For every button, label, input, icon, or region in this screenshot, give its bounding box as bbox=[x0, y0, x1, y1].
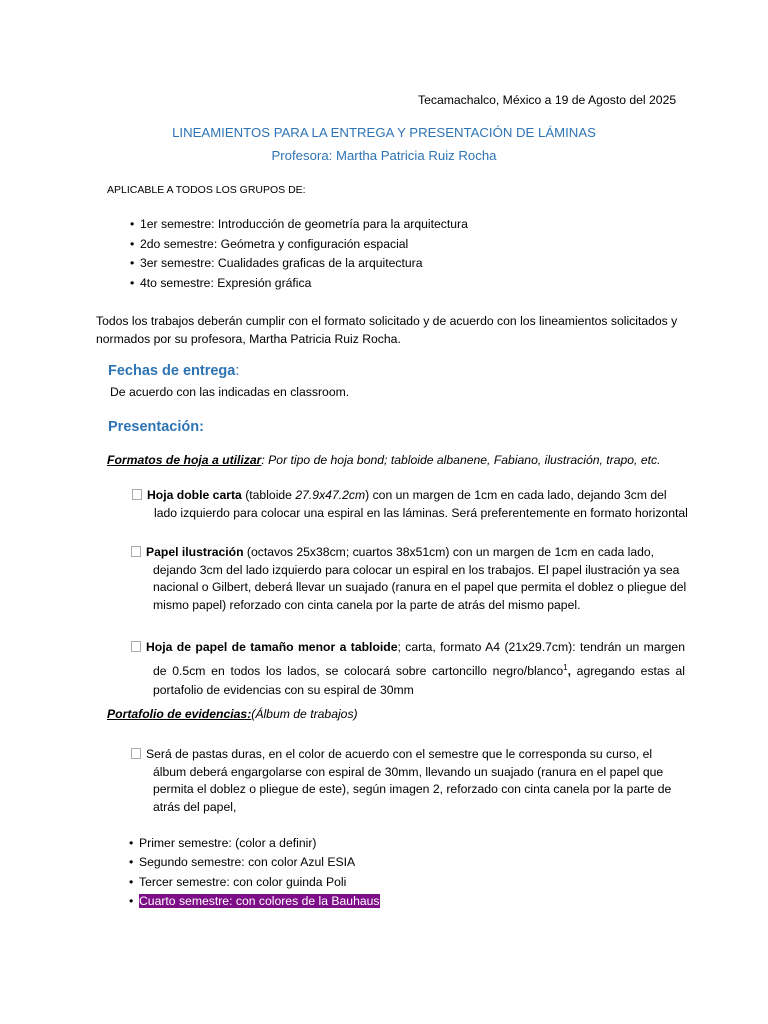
checkbox-icon bbox=[131, 641, 141, 652]
list-item: • Primer semestre: (color a definir) bbox=[129, 834, 380, 853]
checkbox-icon bbox=[131, 546, 141, 557]
list-item: • 4to semestre: Expresión gráfica bbox=[130, 274, 468, 294]
document-title: LINEAMIENTOS PARA LA ENTREGA Y PRESENTACIÓN DE LÁMINAS bbox=[172, 125, 596, 140]
checkbox-icon bbox=[131, 748, 141, 759]
fechas-text: De acuerdo con las indicadas en classroom. bbox=[110, 385, 350, 399]
portafolio-item: Será de pastas duras, en el color de acuerdo con el semestre que le corresponda su curso, el álbum deberá engargolarse con espiral de 30mm, llevando un suajado (ranura en el papel que permita el doblez o pliegue de este), según imagen 2, reforzado con cinta canela por la parte de atrás del papel, bbox=[153, 746, 688, 816]
list-item: • Tercer semestre: con color guinda Poli bbox=[129, 873, 380, 892]
checkbox-icon bbox=[132, 489, 142, 500]
document-subtitle: Profesora: Martha Patricia Ruiz Rocha bbox=[271, 148, 497, 163]
highlighted-text: Cuarto semestre: con colores de la Bauhaus bbox=[139, 893, 380, 908]
applicable-label: APLICABLE A TODOS LOS GRUPOS DE: bbox=[107, 184, 306, 196]
item-hoja-menor: Hoja de papel de tamaño menor a tabloide; carta, formato A4 (21x29.7cm): tendrán un margen de 0.5cm en todos los lados, se colocará sobre cartoncillo negro/blanco$^1$, agregando estas al portafolio de evidencias con su espiral de 30mm bbox=[153, 638, 685, 701]
colors-list bbox=[129, 834, 380, 911]
list-item: • 2do semestre: Geómetra y configuración espacial bbox=[130, 235, 468, 255]
item-doble-carta: Hoja doble carta (tabloide 27.9x47.2cm) con un margen de 1cm en cada lado, dejando 3cm del lado izquierdo para colocar una espiral en las láminas. Será preferentemente en formato horizontal bbox=[154, 486, 689, 522]
list-item: • Segundo semestre: con color Azul ESIA bbox=[129, 853, 380, 872]
date-line: Tecamachalco, México a 19 de Agosto del 2025 bbox=[418, 93, 677, 107]
item-papel-ilustracion: Papel ilustración (octavos 25x38cm; cuartos 38x51cm) con un margen de 1cm en cada lado, dejando 3cm del lado izquierdo para colocar un espiral en los trabajos. El papel ilustración ya sea nacional o Gilbert, deberá llevar un suajado (ranura en el papel que permita el doblez o pliegue del mismo papel) reforzado con cinta canela por la parte de atrás del mismo papel. bbox=[153, 544, 688, 614]
portafolio-line: Portafolio de evidencias:(Álbum de trabajos) bbox=[107, 707, 358, 721]
formatos-line: Formatos de hoja a utilizar: Por tipo de hoja bond; tabloide albanene, Fabiano, ilustración, trapo, etc. bbox=[107, 453, 661, 467]
groups-list bbox=[130, 215, 468, 293]
fechas-heading: Fechas de entrega: bbox=[108, 363, 240, 379]
intro-paragraph: Todos los trabajos deberán cumplir con el formato solicitado y de acuerdo con los lineamientos solicitados y normados por su profesora, Martha Patricia Ruiz Rocha. bbox=[96, 314, 678, 346]
list-item: • 3er semestre: Cualidades graficas de la arquitectura bbox=[130, 254, 468, 274]
list-item bbox=[129, 892, 380, 911]
list-item: • 1er semestre: Introducción de geometría para la arquitectura bbox=[130, 215, 468, 235]
presentacion-heading: Presentación: bbox=[108, 419, 204, 435]
